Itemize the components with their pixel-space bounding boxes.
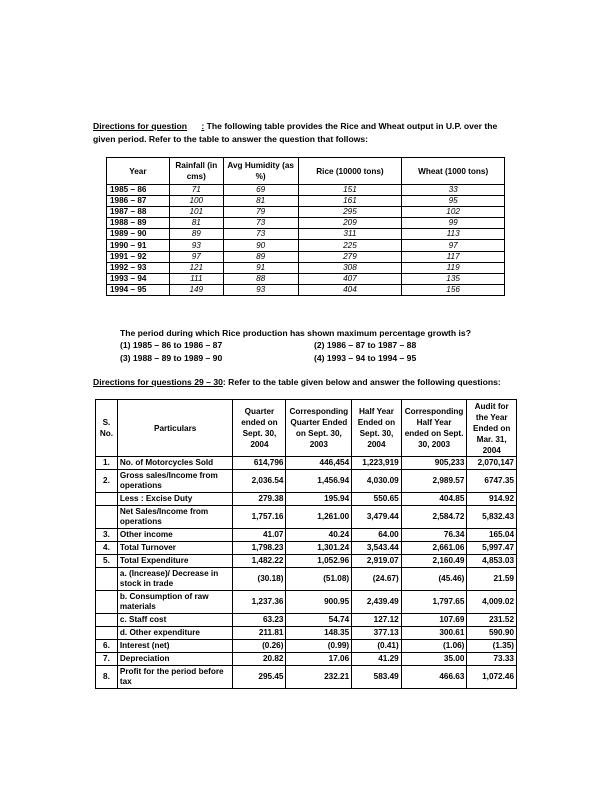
table-row [107, 207, 505, 218]
serial-cell: 7. [96, 653, 118, 666]
column-header: Quarter ended on Sept. 30, 2004 [233, 400, 286, 457]
table-row [96, 627, 517, 640]
value-cell: 232.21 [286, 666, 352, 689]
value-cell: 590.90 [467, 627, 517, 640]
value-cell: 97 [402, 240, 505, 251]
value-cell: 93 [223, 284, 298, 295]
value-cell: 4,030.09 [352, 470, 402, 493]
value-cell: 64.00 [352, 529, 402, 542]
value-cell: (51.08) [286, 568, 352, 591]
column-header: Avg Humidity (as %) [223, 158, 298, 185]
value-cell: 100 [169, 196, 223, 207]
directions-text-3: : Refer to the table given below and answer the following questions: [222, 377, 501, 387]
value-cell: 88 [223, 273, 298, 284]
serial-cell: 6. [96, 640, 118, 653]
value-cell: 156 [402, 284, 505, 295]
value-cell: 1,072.46 [467, 666, 517, 689]
value-cell: 2,439.49 [352, 591, 402, 614]
value-cell: 1,797.65 [401, 591, 467, 614]
directions-q29-30 [93, 376, 533, 389]
value-cell: (30.18) [233, 568, 286, 591]
value-cell: 2,036.54 [233, 470, 286, 493]
value-cell: 211.81 [233, 627, 286, 640]
directions-colon: : [201, 121, 205, 131]
value-cell: 2,070,147 [467, 457, 517, 470]
value-cell: 4,853.03 [467, 555, 517, 568]
value-cell: 2,989.57 [401, 470, 467, 493]
value-cell: 308 [298, 262, 402, 273]
value-cell: 3,479.44 [352, 506, 402, 529]
particulars-cell: Depreciation [117, 653, 233, 666]
table-row [96, 614, 517, 627]
value-cell: 3,543.44 [352, 542, 402, 555]
value-cell: 90 [223, 240, 298, 251]
serial-cell: 5. [96, 555, 118, 568]
value-cell: 195.94 [286, 493, 352, 506]
value-cell: 279 [298, 251, 402, 262]
column-header: Corresponding Quarter Ended on Sept. 30, 2003 [286, 400, 352, 457]
value-cell: 97 [169, 251, 223, 262]
value-cell: 127.12 [352, 614, 402, 627]
table-row [96, 506, 517, 529]
directions-label-2: Directions for questions 29 – 30 [93, 377, 223, 387]
value-cell: 121 [169, 262, 223, 273]
column-header: S. No. [96, 400, 118, 457]
value-cell: 81 [169, 218, 223, 229]
value-cell: 295.45 [233, 666, 286, 689]
value-cell: 1,301.24 [286, 542, 352, 555]
value-cell: 71 [169, 185, 223, 196]
value-cell: 73 [223, 229, 298, 240]
table-header-row [96, 400, 517, 457]
particulars-cell: d. Other expenditure [117, 627, 233, 640]
option-1[interactable]: (1) 1985 – 86 to 1986 – 87 [120, 340, 223, 350]
value-cell: 41.29 [352, 653, 402, 666]
table-row [107, 273, 505, 284]
table-row [96, 640, 517, 653]
value-cell: 107.69 [401, 614, 467, 627]
particulars-cell: Total Turnover [117, 542, 233, 555]
value-cell: 165.04 [467, 529, 517, 542]
particulars-cell: a. (Increase)/ Decrease in stock in trade [117, 568, 233, 591]
value-cell: (0.41) [352, 640, 402, 653]
table-row [96, 529, 517, 542]
value-cell: 89 [223, 251, 298, 262]
table-row [96, 666, 517, 689]
value-cell: 225 [298, 240, 402, 251]
value-cell: 279.38 [233, 493, 286, 506]
particulars-cell: b. Consumption of raw materials [117, 591, 233, 614]
year-cell: 1985 – 86 [107, 185, 170, 196]
value-cell: 1,261.00 [286, 506, 352, 529]
value-cell: 407 [298, 273, 402, 284]
column-header: Rainfall (in cms) [169, 158, 223, 185]
year-cell: 1987 – 88 [107, 207, 170, 218]
serial-cell [96, 493, 118, 506]
value-cell: 81 [223, 196, 298, 207]
value-cell: (24.67) [352, 568, 402, 591]
value-cell: 111 [169, 273, 223, 284]
value-cell: 95 [402, 196, 505, 207]
value-cell: 311 [298, 229, 402, 240]
table-row [107, 240, 505, 251]
value-cell: 63.23 [233, 614, 286, 627]
option-4[interactable]: (4) 1993 – 94 to 1994 – 95 [314, 353, 417, 363]
value-cell: 2,661.06 [401, 542, 467, 555]
serial-cell: 2. [96, 470, 118, 493]
serial-cell [96, 614, 118, 627]
value-cell: 5,832.43 [467, 506, 517, 529]
value-cell: 35.00 [401, 653, 467, 666]
value-cell: (0.99) [286, 640, 352, 653]
value-cell: (0.26) [233, 640, 286, 653]
value-cell: 404.85 [401, 493, 467, 506]
value-cell: 135 [402, 273, 505, 284]
value-cell: 209 [298, 218, 402, 229]
value-cell: 101 [169, 207, 223, 218]
table-header-row [107, 158, 505, 185]
particulars-cell: c. Staff cost [117, 614, 233, 627]
value-cell: 914.92 [467, 493, 517, 506]
particulars-cell: Less : Excise Duty [117, 493, 233, 506]
value-cell: 404 [298, 284, 402, 295]
value-cell: 900.95 [286, 591, 352, 614]
table-row [96, 555, 517, 568]
value-cell: 73 [223, 218, 298, 229]
value-cell: 583.49 [352, 666, 402, 689]
value-cell: 102 [402, 207, 505, 218]
value-cell: 2,160.49 [401, 555, 467, 568]
value-cell: 40.24 [286, 529, 352, 542]
value-cell: 119 [402, 262, 505, 273]
value-cell: 300.61 [401, 627, 467, 640]
table-row [107, 251, 505, 262]
particulars-cell: No. of Motorcycles Sold [117, 457, 233, 470]
value-cell: 5,997.47 [467, 542, 517, 555]
value-cell: 905,233 [401, 457, 467, 470]
option-3[interactable]: (3) 1988 – 89 to 1989 – 90 [120, 353, 223, 363]
value-cell: 151 [298, 185, 402, 196]
value-cell: 99 [402, 218, 505, 229]
column-header: Audit for the Year Ended on Mar. 31, 2004 [467, 400, 517, 457]
value-cell: 54.74 [286, 614, 352, 627]
particulars-cell: Net Sales/Income from operations [117, 506, 233, 529]
particulars-cell: Gross sales/Income from operations [117, 470, 233, 493]
table-row [96, 470, 517, 493]
column-header: Year [107, 158, 170, 185]
year-cell: 1991 – 92 [107, 251, 170, 262]
directions-label: Directions for question [93, 121, 188, 131]
value-cell: 41.07 [233, 529, 286, 542]
value-cell: 1,482.22 [233, 555, 286, 568]
value-cell: 1,223,919 [352, 457, 402, 470]
value-cell: 231.52 [467, 614, 517, 627]
year-cell: 1993 – 94 [107, 273, 170, 284]
value-cell: 295 [298, 207, 402, 218]
column-header: Wheat (1000 tons) [402, 158, 505, 185]
column-header: Half Year Ended on Sept. 30, 2004 [352, 400, 402, 457]
value-cell: 76.34 [401, 529, 467, 542]
value-cell: 1,456.94 [286, 470, 352, 493]
value-cell: 4,009.02 [467, 591, 517, 614]
column-header: Rice (10000 tons) [298, 158, 402, 185]
value-cell: 446,454 [286, 457, 352, 470]
value-cell: 1,237.36 [233, 591, 286, 614]
table-row [107, 185, 505, 196]
column-header: Particulars [117, 400, 233, 457]
table-row [107, 196, 505, 207]
value-cell: 89 [169, 229, 223, 240]
table-row [96, 542, 517, 555]
table-row [107, 218, 505, 229]
value-cell: 466.63 [401, 666, 467, 689]
particulars-cell: Other income [117, 529, 233, 542]
table-row [107, 262, 505, 273]
value-cell: 117 [402, 251, 505, 262]
year-cell: 1986 – 87 [107, 196, 170, 207]
year-cell: 1992 – 93 [107, 262, 170, 273]
value-cell: 93 [169, 240, 223, 251]
particulars-cell: Total Expenditure [117, 555, 233, 568]
value-cell: 17.06 [286, 653, 352, 666]
table-row [96, 568, 517, 591]
value-cell: 149 [169, 284, 223, 295]
serial-cell: 4. [96, 542, 118, 555]
value-cell: 79 [223, 207, 298, 218]
value-cell: 20.82 [233, 653, 286, 666]
directions-text-2: given period. Refer to the table to answer the question that follows: [93, 134, 369, 144]
directions-q1 [93, 120, 523, 146]
value-cell: 161 [298, 196, 402, 207]
table-row [96, 591, 517, 614]
value-cell: 1,052.96 [286, 555, 352, 568]
table-row [96, 493, 517, 506]
rice-wheat-table [106, 157, 505, 296]
serial-cell [96, 627, 118, 640]
serial-cell: 3. [96, 529, 118, 542]
value-cell: 2,919.07 [352, 555, 402, 568]
table-row [107, 229, 505, 240]
value-cell: 33 [402, 185, 505, 196]
value-cell: (1.35) [467, 640, 517, 653]
financial-results-table [95, 399, 517, 689]
value-cell: 377.13 [352, 627, 402, 640]
column-header: Corresponding Half Year ended on Sept. 30, 2003 [401, 400, 467, 457]
particulars-cell: Interest (net) [117, 640, 233, 653]
value-cell: 69 [223, 185, 298, 196]
value-cell: 2,584.72 [401, 506, 467, 529]
serial-cell: 8. [96, 666, 118, 689]
value-cell: 550.65 [352, 493, 402, 506]
table-row [96, 457, 517, 470]
value-cell: 6747.35 [467, 470, 517, 493]
serial-cell [96, 568, 118, 591]
value-cell: 113 [402, 229, 505, 240]
serial-cell [96, 506, 118, 529]
year-cell: 1988 – 89 [107, 218, 170, 229]
value-cell: 73.33 [467, 653, 517, 666]
value-cell: 21.59 [467, 568, 517, 591]
table-row [96, 653, 517, 666]
value-cell: 614,796 [233, 457, 286, 470]
serial-cell [96, 591, 118, 614]
value-cell: 148.35 [286, 627, 352, 640]
value-cell: (45.46) [401, 568, 467, 591]
option-2[interactable]: (2) 1986 – 87 to 1987 – 88 [314, 340, 417, 350]
value-cell: (1.06) [401, 640, 467, 653]
value-cell: 1,798.23 [233, 542, 286, 555]
value-cell: 1,757.16 [233, 506, 286, 529]
year-cell: 1989 – 90 [107, 229, 170, 240]
year-cell: 1990 – 91 [107, 240, 170, 251]
table-row [107, 284, 505, 295]
year-cell: 1994 – 95 [107, 284, 170, 295]
value-cell: 91 [223, 262, 298, 273]
directions-text-1: The following table provides the Rice and Wheat output in U.P. over the [206, 121, 498, 131]
question-text: The period during which Rice production has shown maximum percentage growth is? [120, 328, 471, 338]
serial-cell: 1. [96, 457, 118, 470]
particulars-cell: Profit for the period before tax [117, 666, 233, 689]
